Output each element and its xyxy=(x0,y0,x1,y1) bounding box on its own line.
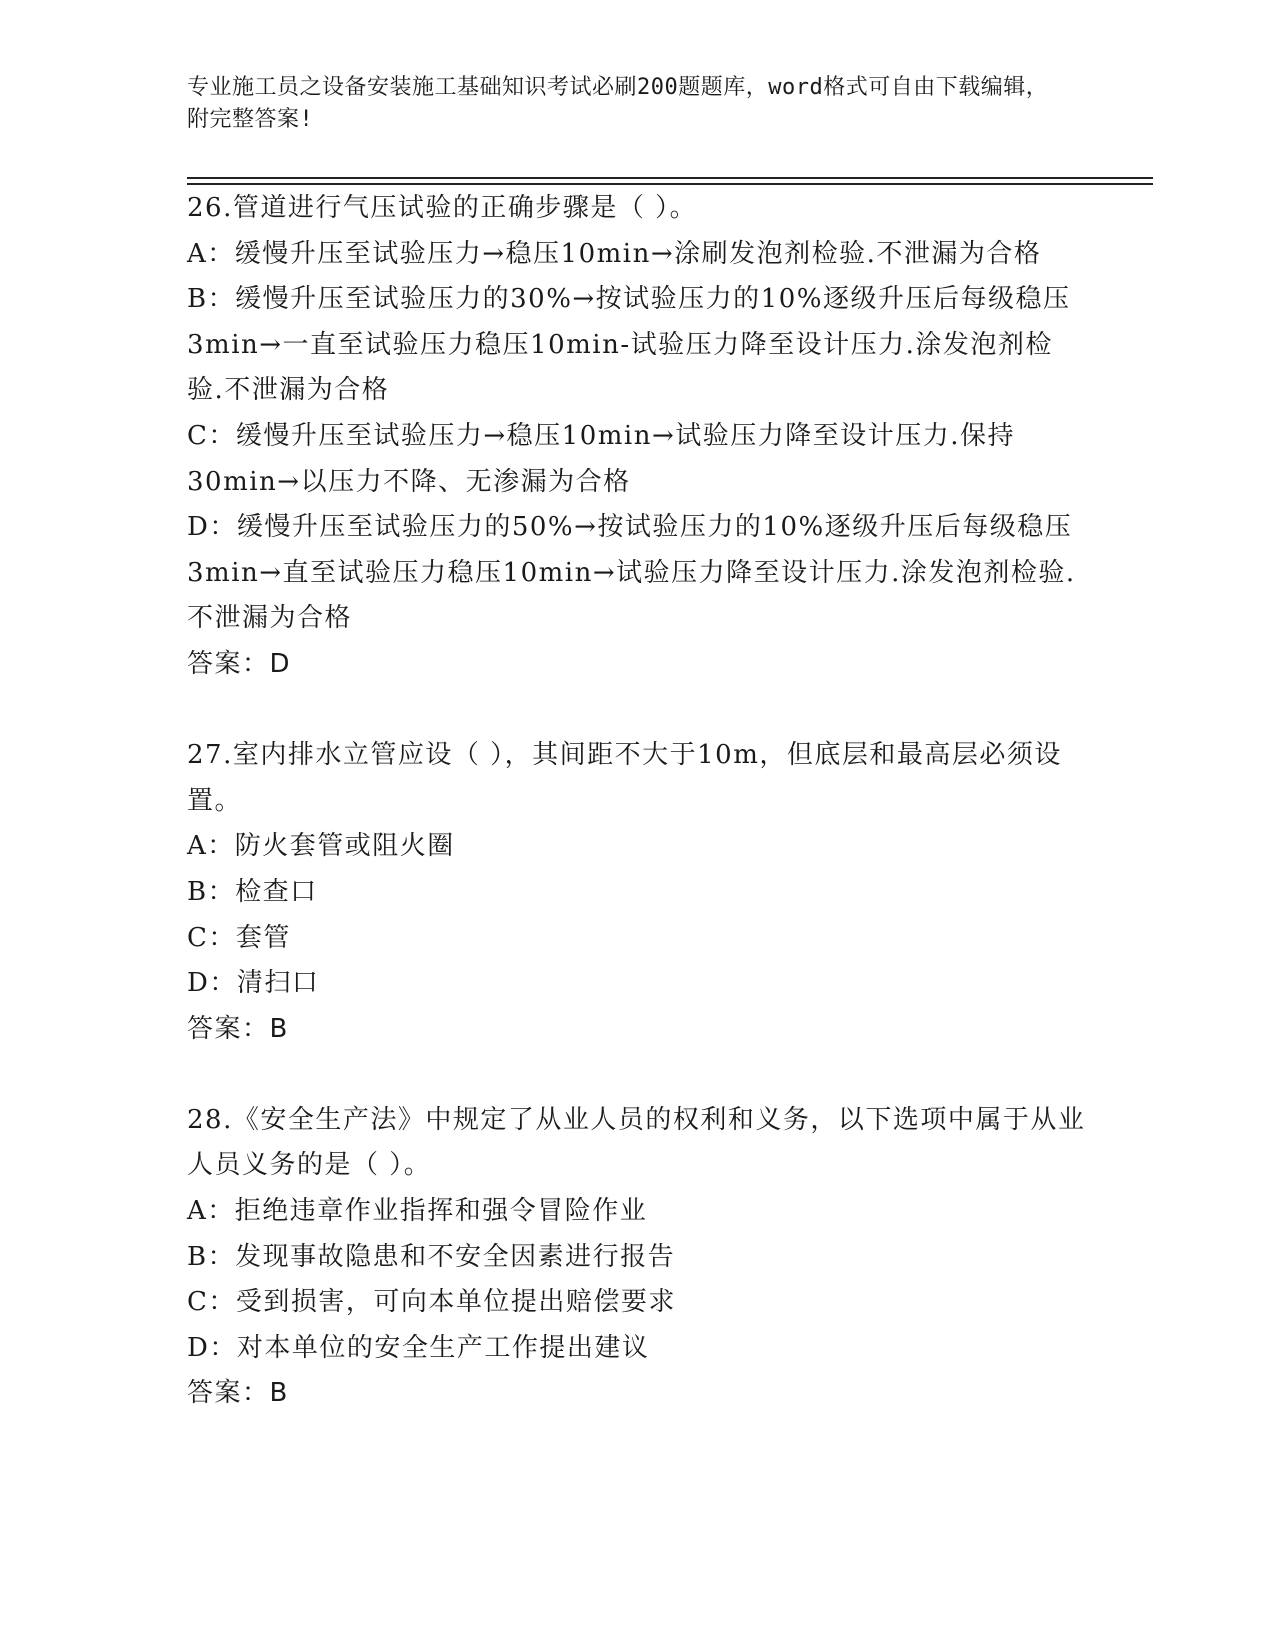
answer-line: 答案：D xyxy=(187,648,292,679)
option-a: A：防火套管或阻火圈 xyxy=(187,831,455,862)
option-d: D：清扫口 xyxy=(187,968,320,999)
option-b: B：缓慢升压至试验压力的30%→按试验压力的10%逐级升压后每级稳压3min→一直至试验压力稳压10min-试验压力降至设计压力.涂发泡剂检验.不泄漏为合格 xyxy=(187,284,1071,406)
document-header: 专业施工员之设备安装施工基础知识考试必刷200题题库，word格式可自由下载编辑，附完整答案! xyxy=(187,75,1049,132)
option-a: A：拒绝违章作业指挥和强令冒险作业 xyxy=(187,1196,648,1227)
header-divider-top xyxy=(187,177,1153,179)
question-stem: 27.室内排水立管应设（ ），其间距不大于10m，但底层和最高层必须设置。 xyxy=(187,740,1062,816)
question-26 xyxy=(187,186,1087,688)
answer-line: 答案：B xyxy=(187,1013,289,1044)
answer-line: 答案：B xyxy=(187,1378,289,1409)
option-c: C：套管 xyxy=(187,922,291,953)
option-a: A：缓慢升压至试验压力→稳压10min→涂刷发泡剂检验.不泄漏为合格 xyxy=(187,238,1042,269)
option-c: C：受到损害，可向本单位提出赔偿要求 xyxy=(187,1287,676,1318)
question-27 xyxy=(187,733,1087,1052)
question-28 xyxy=(187,1098,1087,1417)
option-c: C：缓慢升压至试验压力→稳压10min→试验压力降至设计压力.保持30min→以压力不降、无渗漏为合格 xyxy=(187,420,1016,497)
header-divider-bottom xyxy=(187,183,1153,185)
question-stem: 28.《安全生产法》中规定了从业人员的权利和义务，以下选项中属于从业人员义务的是（ ）。 xyxy=(187,1104,1086,1181)
option-d: D：缓慢升压至试验压力的50%→按试验压力的10%逐级升压后每级稳压3min→直至试验压力稳压10min→试验压力降至设计压力.涂发泡剂检验.不泄漏为合格 xyxy=(187,512,1076,634)
option-b: B：发现事故隐患和不安全因素进行报告 xyxy=(187,1241,676,1272)
question-stem: 26.管道进行气压试验的正确步骤是（ ）。 xyxy=(187,193,698,223)
question-list xyxy=(187,186,1087,1463)
option-b: B：检查口 xyxy=(187,876,318,907)
option-d: D：对本单位的安全生产工作提出建议 xyxy=(187,1332,650,1363)
